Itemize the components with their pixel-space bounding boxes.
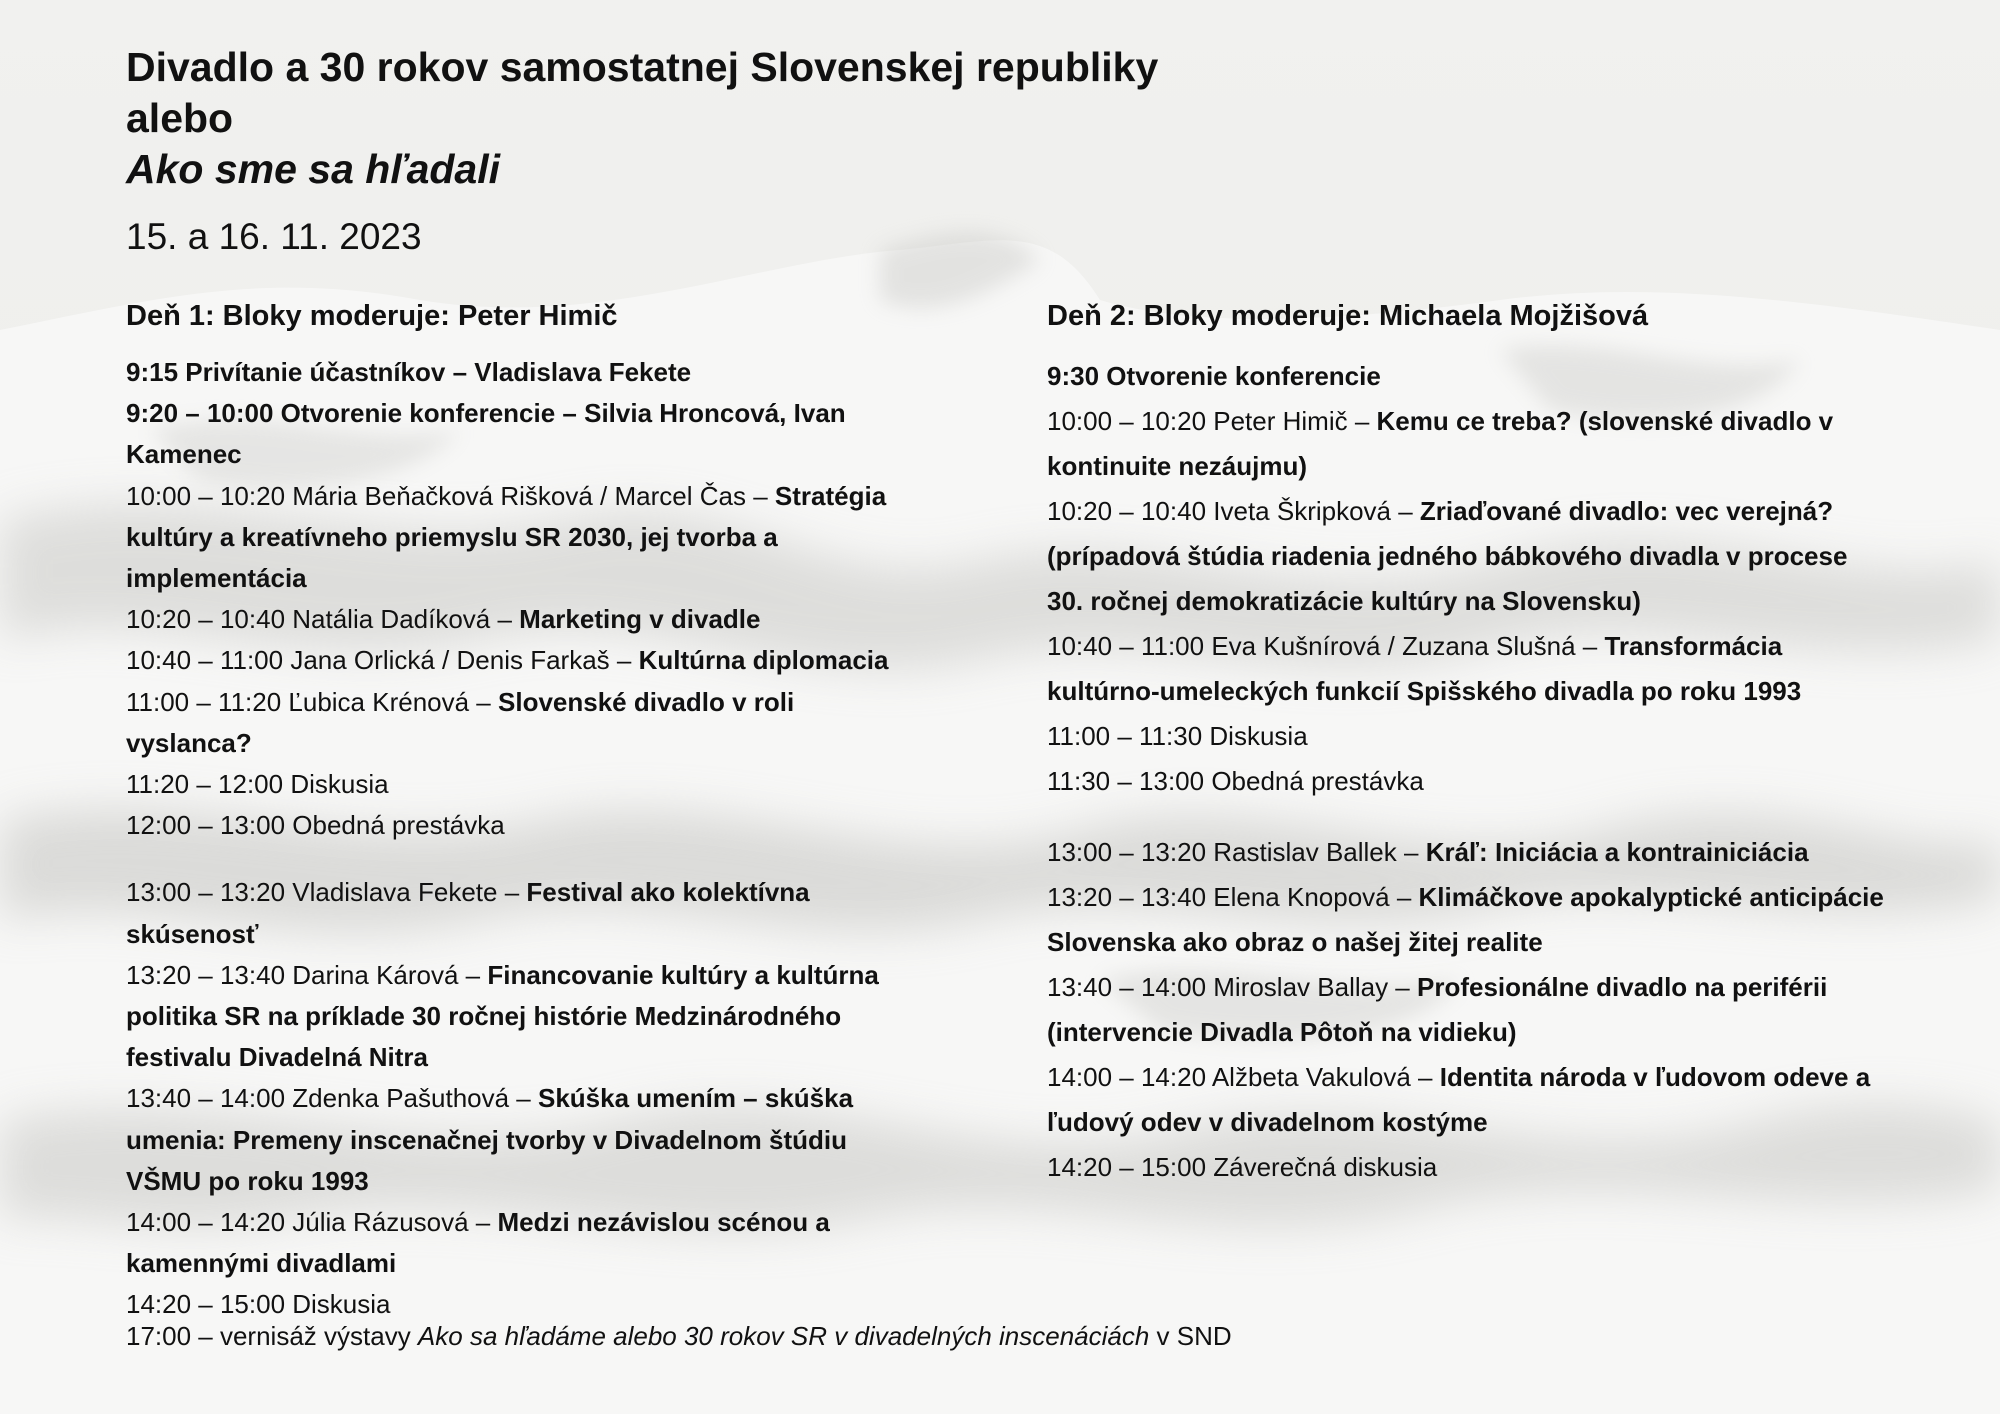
day1-program-afternoon <box>126 872 926 1325</box>
day2-program-afternoon <box>1047 830 1887 1190</box>
page-subtitle: Ako sme sa hľadali <box>126 146 501 192</box>
day2-heading: Deň 2: Bloky moderuje: Michaela Mojžišová <box>1047 300 1649 332</box>
day1-column <box>126 296 926 1326</box>
program-item: 9:15 Privítanie účastníkov – Vladislava Fekete <box>126 357 692 387</box>
program-item: 10:20 – 10:40 Natália Dadíková – Marketing v divadle <box>126 604 761 635</box>
program-item: 10:40 – 11:00 Jana Orlická / Denis Farkaš – Kultúrna diplomacia <box>126 645 889 676</box>
page-title: Divadlo a 30 rokov samostatnej Slovenskej republiky <box>126 44 1159 90</box>
program-item: 10:00 – 10:20 Mária Beňačková Rišková / Marcel Čas – Stratégia kultúry a kreatívneho priemyslu SR 2030, jej tvorba a implementácia <box>126 480 887 594</box>
program-item: 11:00 – 11:30 Diskusia <box>1047 721 1308 751</box>
exhibition-time: 17:00 – vernisáž výstavy <box>126 1321 418 1351</box>
program-item: 10:40 – 11:00 Eva Kušnírová / Zuzana Slušná – Transformácia kultúrno-umeleckých funkcií Spišského divadla po roku 1993 <box>1047 631 1802 706</box>
program-item: 12:00 – 13:00 Obedná prestávka <box>126 810 505 841</box>
program-item: 11:00 – 11:20 Ľubica Krénová – Slovenské divadlo v roli vyslanca? <box>126 686 795 758</box>
exhibition-venue: v SND <box>1149 1321 1232 1351</box>
conference-date: 15. a 16. 11. 2023 <box>126 216 422 257</box>
program-item: 13:40 – 14:00 Zdenka Pašuthová – Skúška umením – skúška umenia: Premeny inscenačnej tvorby v Divadelnom štúdiu VŠMU po roku 1993 <box>126 1083 854 1196</box>
day1-heading: Deň 1: Bloky moderuje: Peter Himič <box>126 300 618 332</box>
program-item: 11:30 – 13:00 Obedná prestávka <box>1047 766 1424 796</box>
program-item: 14:00 – 14:20 Alžbeta Vakulová – Identita národa v ľudovom odeve a ľudový odev v divadelnom kostýme <box>1047 1062 1871 1137</box>
day2-column <box>1047 296 1887 1190</box>
program-item: 14:00 – 14:20 Júlia Rázusová – Medzi nezávislou scénou a kamennými divadlami <box>126 1207 830 1279</box>
program-item: 9:30 Otvorenie konferencie <box>1047 361 1381 391</box>
program-item: 14:20 – 15:00 Záverečná diskusia <box>1047 1152 1438 1182</box>
program-item: 13:00 – 13:20 Rastislav Ballek – Kráľ: Iniciácia a kontrainiciácia <box>1047 837 1809 867</box>
exhibition-note <box>126 1316 1232 1356</box>
program-item: 11:20 – 12:00 Diskusia <box>126 769 389 800</box>
exhibition-title: Ako sa hľadáme alebo 30 rokov SR v divadelných inscenáciách <box>417 1321 1150 1351</box>
program-item: 10:20 – 10:40 Iveta Škripková – Zriaďované divadlo: vec verejná? (prípadová štúdia riadenia jedného bábkového divadla v procese 30. ročnej demokratizácie kultúry na Slovensku) <box>1047 496 1848 616</box>
program-item: 10:00 – 10:20 Peter Himič – Kemu ce treba? (slovenské divadlo v kontinuite nezáujmu) <box>1047 406 1834 481</box>
program-item: 13:20 – 13:40 Elena Knopová – Klimáčkove apokalyptické anticipácie Slovenska ako obraz o našej žitej realite <box>1047 882 1884 957</box>
day1-program-morning <box>126 352 926 846</box>
program-item: 13:00 – 13:20 Vladislava Fekete – Festival ako kolektívna skúsenosť <box>126 877 810 949</box>
program-item: 13:40 – 14:00 Miroslav Ballay – Profesionálne divadlo na periférii (intervencie Divadla Pôtoň na vidieku) <box>1047 972 1828 1047</box>
program-item: 13:20 – 13:40 Darina Kárová – Financovanie kultúry a kultúrna politika SR na príklade 30 ročnej histórie Medzinárodného festivalu Divadelná Nitra <box>126 959 879 1073</box>
day2-program-morning <box>1047 354 1887 804</box>
title-block <box>126 42 1226 195</box>
program-item: 9:20 – 10:00 Otvorenie konferencie – Silvia Hroncová, Ivan Kamenec <box>126 398 846 470</box>
program-item: 14:20 – 15:00 Diskusia <box>126 1289 391 1320</box>
title-conjunction: alebo <box>126 95 234 141</box>
